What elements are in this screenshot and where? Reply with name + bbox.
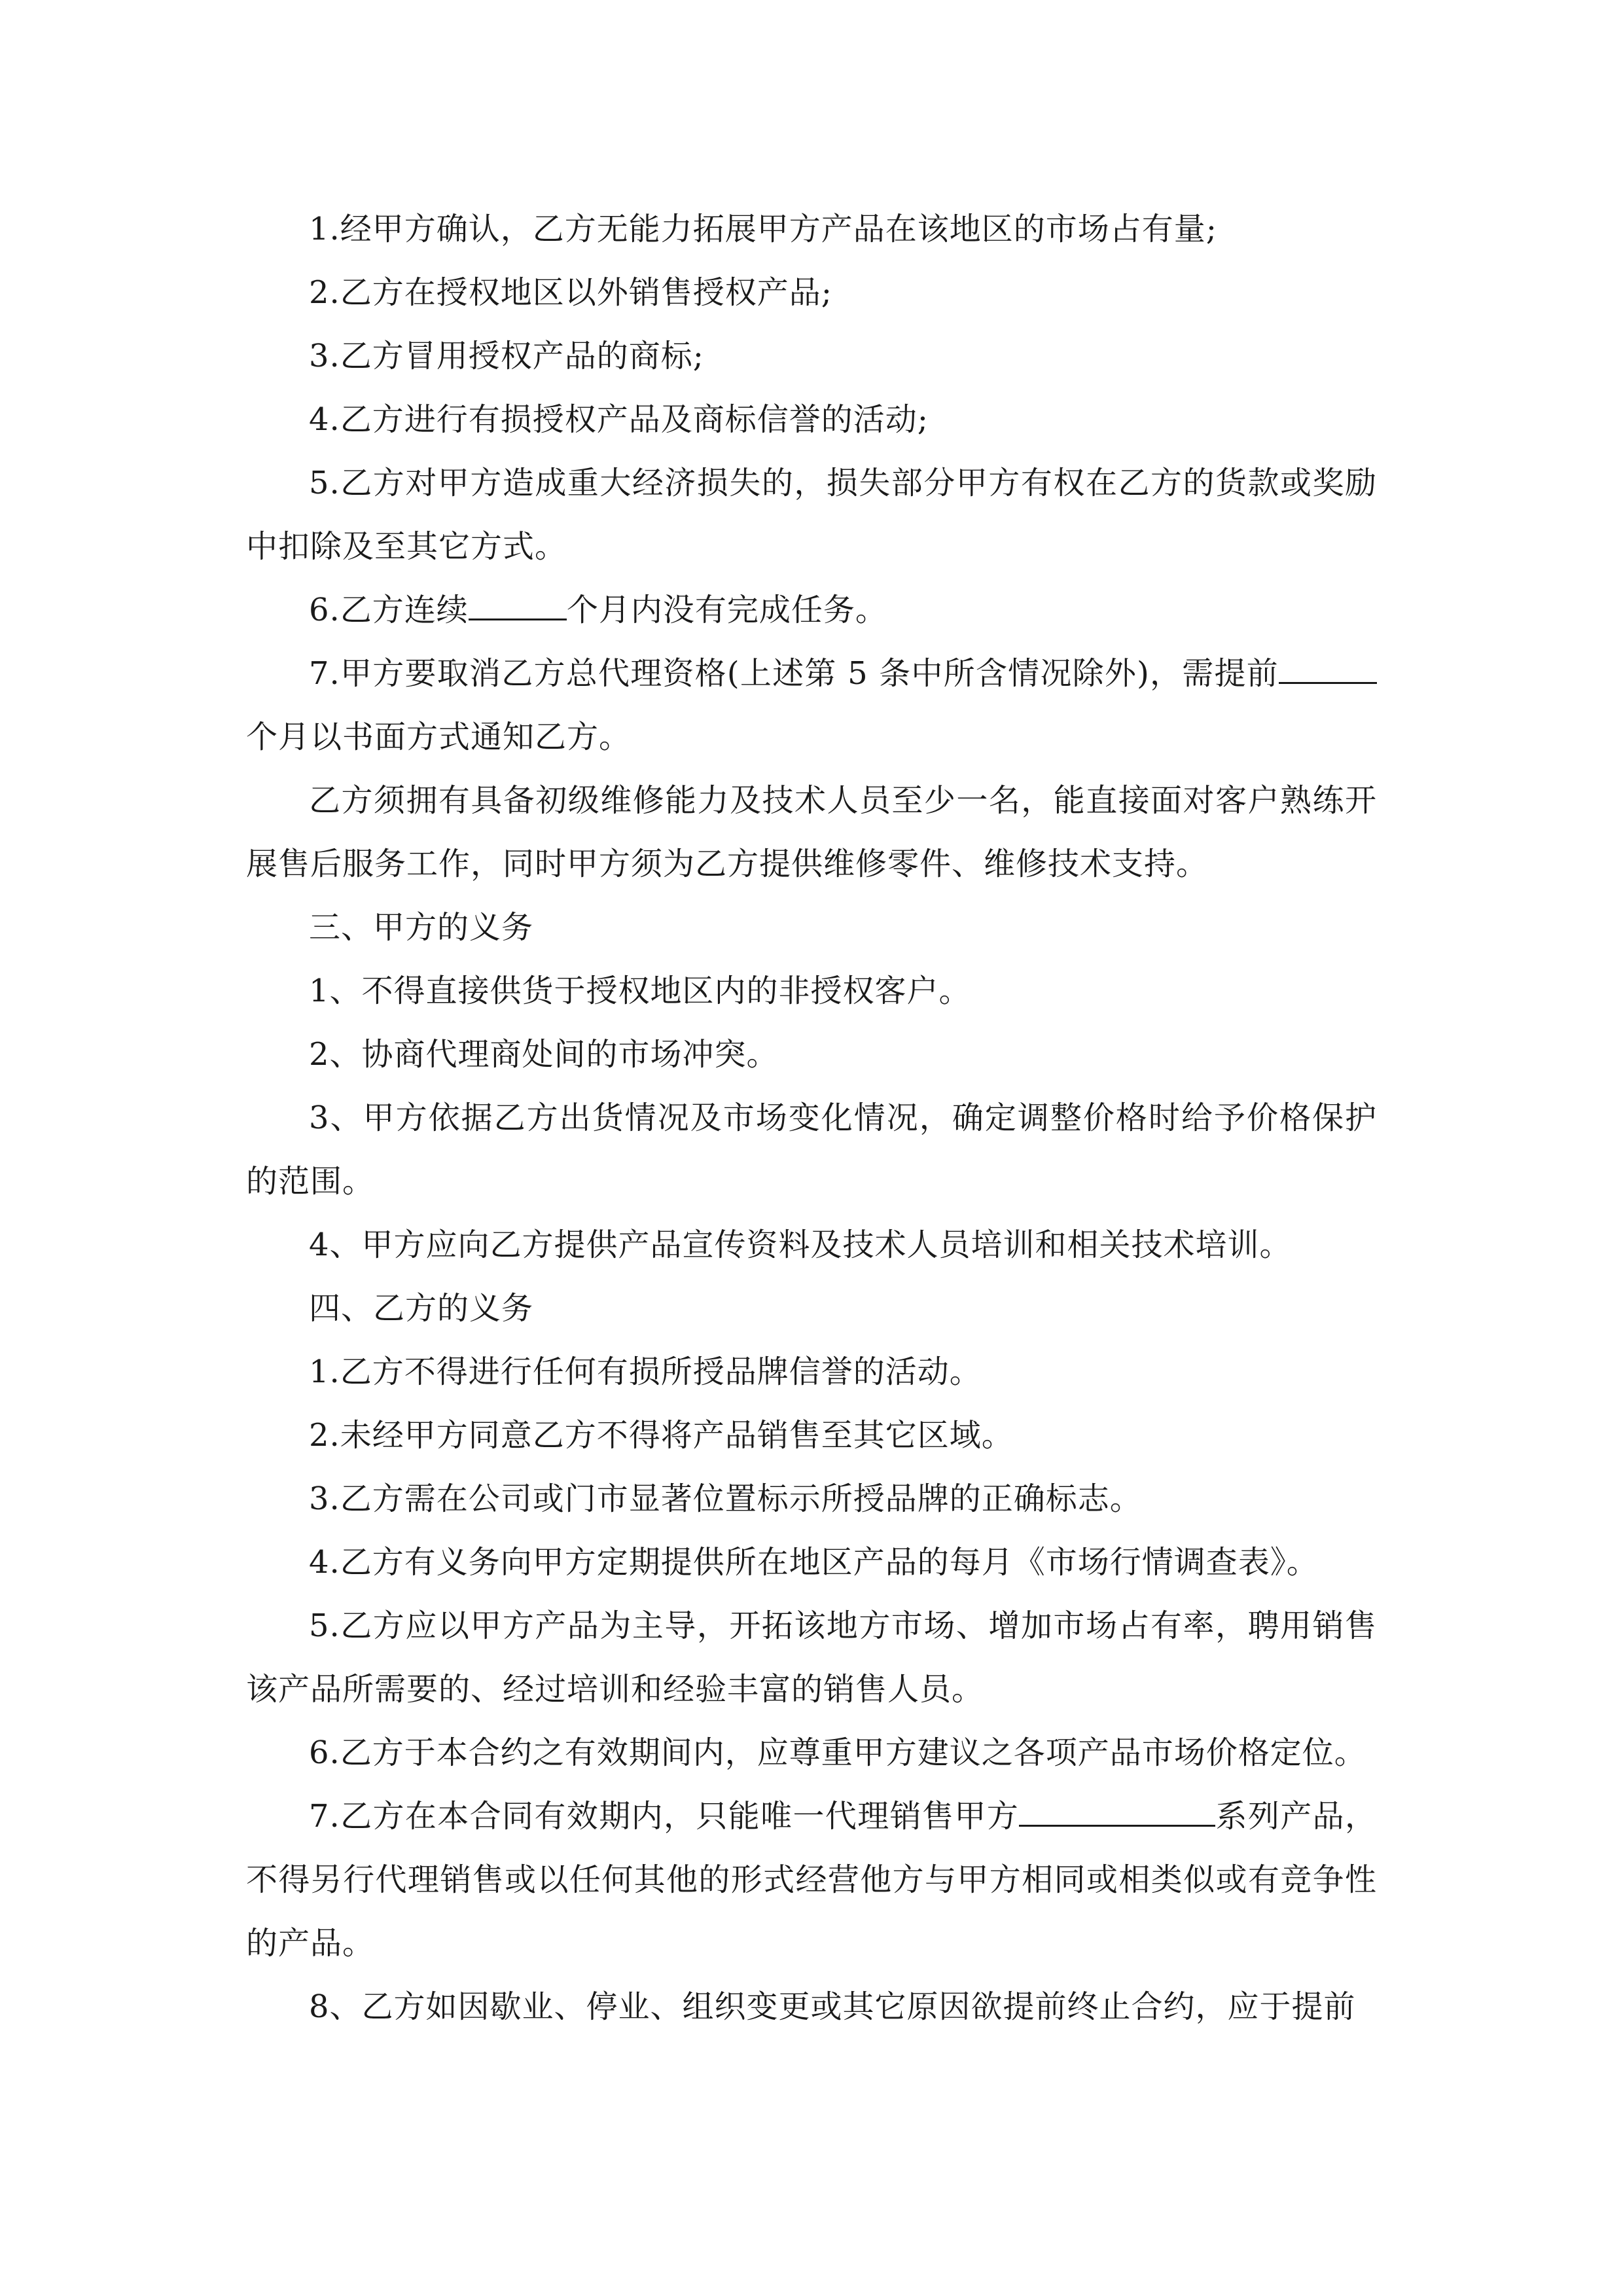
clause-paragraph: 3、甲方依据乙方出货情况及市场变化情况，确定调整价格时给予价格保护的范围。: [246, 1100, 1377, 1200]
section-heading: 四、乙方的义务: [309, 1290, 534, 1327]
clause-paragraph: 2.未经甲方同意乙方不得将产品销售至其它区域。: [309, 1417, 1014, 1454]
clause-paragraph: 4.乙方有义务向甲方定期提供所在地区产品的每月《市场行情调查表》。: [309, 1544, 1319, 1581]
clause-paragraph: 4.乙方进行有损授权产品及商标信誉的活动;: [309, 401, 929, 438]
clause-text-before: 6.乙方连续: [309, 592, 469, 628]
clause-paragraph: 2.乙方在授权地区以外销售授权产品;: [309, 274, 832, 311]
fill-in-blank: [1279, 656, 1377, 684]
fill-in-blank: [469, 592, 567, 620]
section-heading: 三、甲方的义务: [309, 909, 534, 946]
clause-paragraph: 5.乙方对甲方造成重大经济损失的，损失部分甲方有权在乙方的货款或奖励中扣除及至其它方式。: [246, 465, 1377, 565]
clause-paragraph: 乙方须拥有具备初级维修能力及技术人员至少一名，能直接面对客户熟练开展售后服务工作，同时甲方须为乙方提供维修零件、维修技术支持。: [246, 782, 1377, 882]
document-body: [246, 198, 1377, 2039]
clause-text-after: 个月内没有完成任务。: [566, 592, 887, 628]
clause-paragraph: 1、不得直接供货于授权地区内的非授权客户。: [309, 973, 971, 1009]
clause-paragraph-with-blank: [246, 642, 1377, 769]
clause-paragraph: 3.乙方冒用授权产品的商标;: [309, 338, 704, 374]
clause-paragraph: 3.乙方需在公司或门市显著位置标示所授品牌的正确标志。: [309, 1480, 1142, 1517]
clause-paragraph-with-blank: [246, 1785, 1377, 1975]
clause-paragraph: 2、协商代理商处间的市场冲突。: [309, 1036, 779, 1073]
clause-text-before: 7.乙方在本合同有效期内，只能唯一代理销售甲方: [309, 1798, 1020, 1835]
fill-in-blank: [1019, 1799, 1215, 1827]
clause-text-after: 系列产品，不得另行代理销售或以任何其他的形式经营他方与甲方相同或相类似或有竞争性的产品。: [246, 1798, 1377, 1962]
clause-text-before: 7.甲方要取消乙方总代理资格(上述第 5 条中所含情况除外)，需提前: [309, 655, 1279, 692]
clause-paragraph: 6.乙方于本合约之有效期间内，应尊重甲方建议之各项产品市场价格定位。: [309, 1734, 1366, 1771]
clause-paragraph: 1.经甲方确认，乙方无能力拓展甲方产品在该地区的市场占有量;: [309, 211, 1217, 247]
clause-paragraph: 5.乙方应以甲方产品为主导，开拓该地方市场、增加市场占有率，聘用销售该产品所需要的、经过培训和经验丰富的销售人员。: [246, 1607, 1377, 1708]
clause-text-after: 个月以书面方式通知乙方。: [246, 719, 632, 755]
clause-paragraph-with-blank: [246, 579, 1377, 642]
clause-paragraph: 1.乙方不得进行任何有损所授品牌信誉的活动。: [309, 1354, 982, 1390]
clause-paragraph: 4、甲方应向乙方提供产品宣传资料及技术人员培训和相关技术培训。: [309, 1227, 1292, 1263]
clause-paragraph: 8、乙方如因歇业、停业、组织变更或其它原因欲提前终止合约，应于提前: [309, 1988, 1356, 2025]
